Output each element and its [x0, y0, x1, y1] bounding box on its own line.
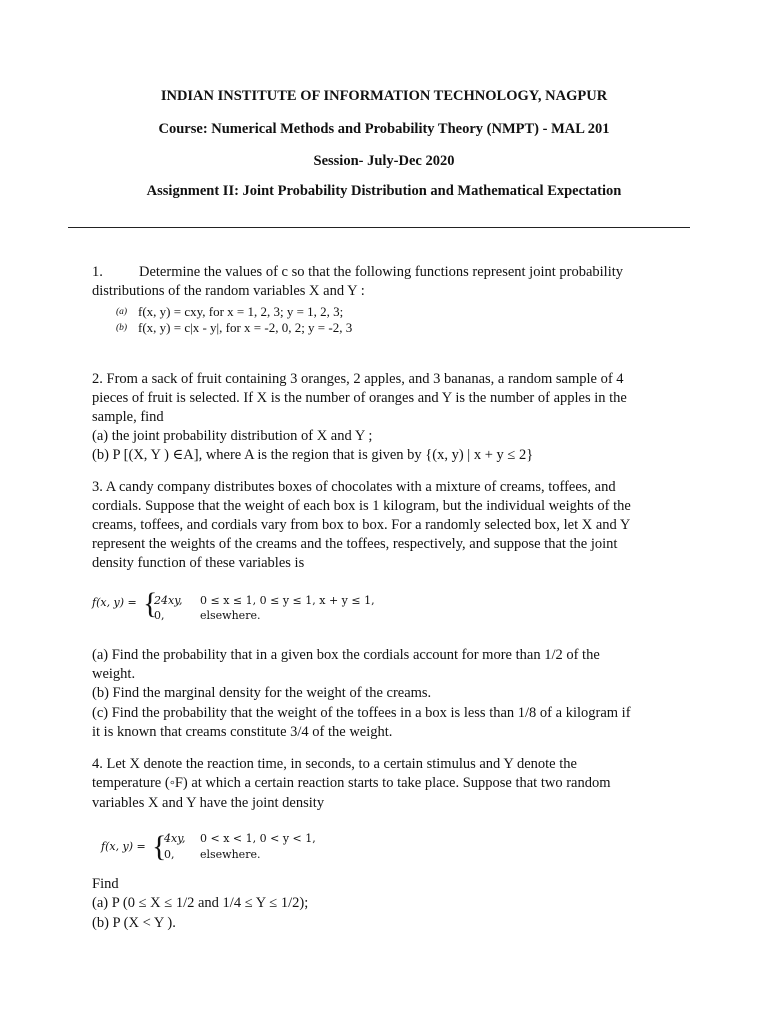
q1-a-text: f(x, y) = cxy, for x = 1, 2, 3; y = 1, 2, 3;	[138, 304, 344, 319]
q2-part-b: (b) P [(X, Y ) ∈A], where A is the region that is given by {(x, y) | x + y ≤ 2}	[92, 447, 534, 463]
q3-equation-case2-cond: elsewhere.	[200, 609, 261, 622]
q4-equation-case1-expr: 4xy,	[164, 832, 186, 845]
q4-find: Find	[92, 876, 119, 892]
q4-equation-case2-cond: elsewhere.	[200, 848, 261, 861]
q3-equation-lhs: f(x, y) =	[92, 596, 137, 609]
q1-number: 1.	[92, 264, 103, 280]
q4-line-2: temperature (◦F) at which a certain reaction starts to take place. Suppose that two random	[92, 775, 611, 791]
q2-part-a: (a) the joint probability distribution of X and Y ;	[92, 428, 373, 444]
q3-line-4: represent the weights of the creams and the toffees, respectively, and suppose that the joint	[92, 536, 618, 552]
q4-equation-brace: {	[152, 830, 167, 863]
q2-line-1: 2. From a sack of fruit containing 3 oranges, 2 apples, and 3 bananas, a random sample of 4	[92, 371, 624, 387]
q3-part-c-line-2: it is known that creams constitute 3/4 of the weight.	[92, 724, 393, 740]
q4-line-3: variables X and Y have the joint density	[92, 795, 325, 811]
q3-equation-case1-expr: 24xy,	[154, 594, 183, 607]
q2-line-2: pieces of fruit is selected. If X is the number of oranges and Y is the number of apples in the	[92, 390, 627, 406]
q3-line-2: cordials. Suppose that the weight of each box is 1 kilogram, but the individual weights of the	[92, 498, 631, 514]
assignment-title: Assignment II: Joint Probability Distribution and Mathematical Expectation	[146, 183, 622, 199]
q4-part-a: (a) P (0 ≤ X ≤ 1/2 and 1/4 ≤ Y ≤ 1/2);	[92, 895, 309, 911]
q4-part-b: (b) P (X < Y ).	[92, 915, 176, 931]
session-title: Session- July-Dec 2020	[313, 153, 455, 169]
q3-part-b: (b) Find the marginal density for the weight of the creams.	[92, 685, 432, 701]
q1-a-label: (a)	[116, 307, 128, 317]
q3-line-5: density function of these variables is	[92, 555, 305, 571]
institute-title: INDIAN INSTITUTE OF INFORMATION TECHNOLOGY, NAGPUR	[160, 88, 608, 104]
q3-line-3: creams, toffees, and cordials vary from box to box. For a randomly selected box, let X and Y	[92, 517, 631, 533]
q1-line-2: distributions of the random variables X and Y :	[92, 283, 365, 299]
q3-part-c-line-1: (c) Find the probability that the weight of the toffees in a box is less than 1/8 of a kilogram if	[92, 705, 631, 721]
q3-part-a-line-1: (a) Find the probability that in a given box the cordials account for more than 1/2 of the	[92, 647, 600, 663]
q3-equation-case2-expr: 0,	[154, 609, 165, 622]
q2-line-3: sample, find	[92, 409, 164, 425]
header-divider	[68, 227, 690, 228]
q4-equation-case2-expr: 0,	[164, 848, 175, 861]
course-title: Course: Numerical Methods and Probability Theory (NMPT) - MAL 201	[158, 121, 610, 137]
q4-equation-case1-cond: 0 < x < 1, 0 < y < 1,	[200, 832, 316, 845]
q3-line-1: 3. A candy company distributes boxes of chocolates with a mixture of creams, toffees, and	[92, 479, 616, 495]
q1-b-label: (b)	[116, 323, 128, 333]
q1-b-text: f(x, y) = c|x - y|, for x = -2, 0, 2; y = -2, 3	[138, 320, 353, 335]
q3-equation-brace: {	[143, 587, 158, 620]
q4-line-1: 4. Let X denote the reaction time, in seconds, to a certain stimulus and Y denote the	[92, 756, 577, 772]
q4-equation-lhs: f(x, y) =	[101, 840, 146, 853]
q1-line-1: Determine the values of c so that the following functions represent joint probability	[139, 264, 624, 280]
q3-part-a-line-2: weight.	[92, 666, 136, 682]
q3-equation-case1-cond: 0 ≤ x ≤ 1, 0 ≤ y ≤ 1, x + y ≤ 1,	[200, 594, 375, 607]
